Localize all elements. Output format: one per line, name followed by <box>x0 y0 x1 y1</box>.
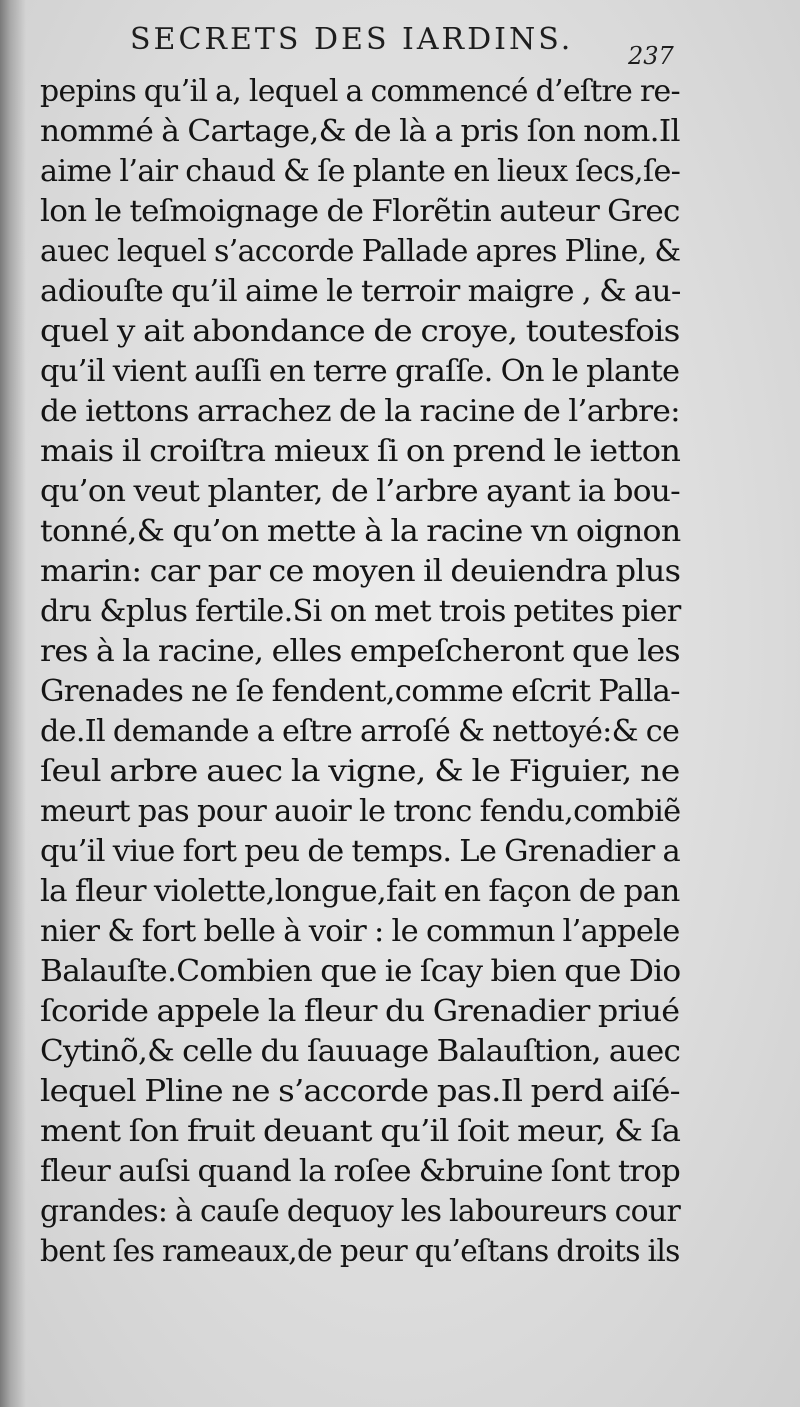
body-text <box>40 72 690 1272</box>
text-line: grandes: à cauſe dequoy les laboureurs cour <box>40 1194 681 1229</box>
text-line: nommé à Cartage,& de là a pris ſon nom.Il <box>40 114 680 149</box>
page-number: 237 <box>628 42 674 70</box>
text-line: lequel Pline ne s’accorde pas.Il perd aiſé- <box>40 1074 680 1109</box>
text-line: mais il croiſtra mieux ſi on prend le ietton <box>40 434 681 469</box>
gutter-shadow <box>0 0 26 1407</box>
text-line: dru &plus fertile.Si on met trois petites pier <box>40 594 681 629</box>
text-line: la fleur violette,longue,fait en façon de pan <box>40 874 680 909</box>
text-line: quel y ait abondance de croye, toutesfois <box>40 314 680 349</box>
running-head: SECRETS DES IARDINS. <box>130 22 574 57</box>
text-line: meurt pas pour auoir le tronc fendu,combiẽ <box>40 794 681 829</box>
text-line: Cytinõ,& celle du ſauuage Balauſtion, auec <box>40 1034 681 1069</box>
text-line: bent ſes rameaux,de peur qu’eſtans droits ils <box>40 1234 680 1269</box>
text-line: de.Il demande a eſtre arroſé & nettoyé:& ce <box>40 714 680 749</box>
text-line: qu’il viue fort peu de temps. Le Grenadier a <box>40 834 680 869</box>
text-line: res à la racine, elles empeſcheront que les <box>40 634 680 669</box>
text-line: pepins qu’il a, lequel a commencé d’eſtre re- <box>40 74 680 109</box>
text-line: lon le teſmoignage de Florẽtin auteur Grec <box>40 194 680 229</box>
text-line: ſcoride appele la fleur du Grenadier priué <box>40 994 680 1029</box>
text-line: Grenades ne ſe fendent,comme eſcrit Palla- <box>40 674 680 709</box>
text-line: Balauſte.Combien que ie ſcay bien que Dio <box>40 954 681 989</box>
text-line: qu’on veut planter, de l’arbre ayant ia bou- <box>40 474 681 509</box>
text-line: fleur auſsi quand la roſee &bruine ſont trop <box>40 1154 681 1189</box>
text-line: auec lequel s’accorde Pallade apres Pline, & <box>40 234 681 269</box>
text-line: qu’il vient auſſi en terre graſſe. On le plante <box>40 354 680 389</box>
text-line: nier & fort belle à voir : le commun l’appele <box>40 914 680 949</box>
text-line: ſeul arbre auec la vigne, & le Figuier, ne <box>40 754 680 789</box>
text-line: tonné,& qu’on mette à la racine vn oignon <box>40 514 681 549</box>
text-line: ment ſon fruit deuant qu’il ſoit meur, & ſa <box>40 1114 681 1149</box>
text-line: adiouſte qu’il aime le terroir maigre , & au- <box>40 274 681 309</box>
text-line: marin: car par ce moyen il deuiendra plus <box>40 554 681 589</box>
text-line: de iettons arrachez de la racine de l’arbre: <box>40 394 680 429</box>
text-line: aime l’air chaud & ſe plante en lieux ſecs,ſe- <box>40 154 681 189</box>
